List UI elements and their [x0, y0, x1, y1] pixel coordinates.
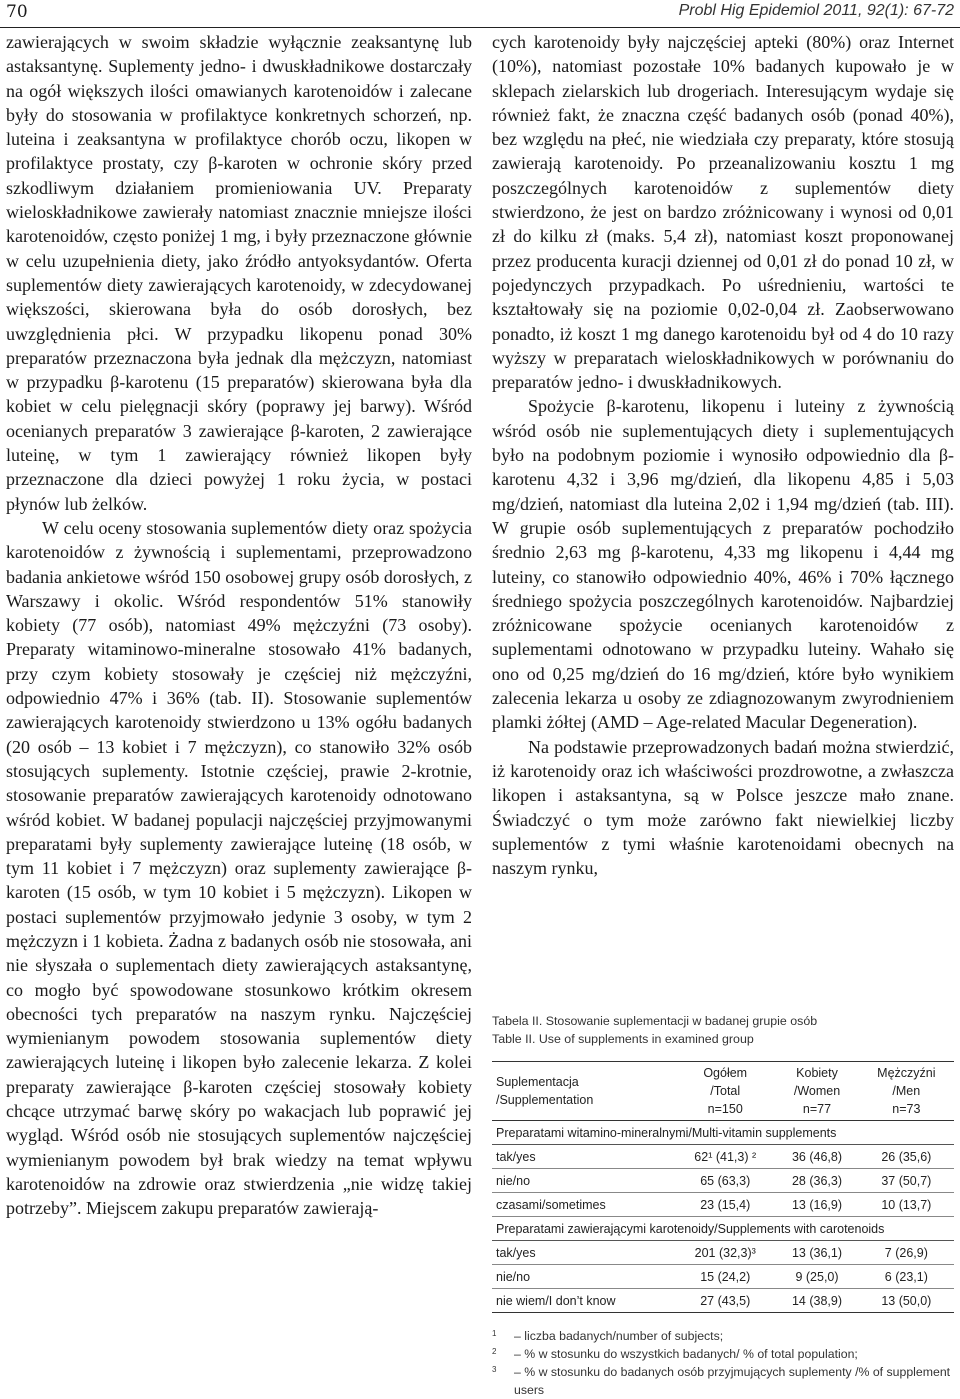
body-paragraph: Spożycie β-karotenu, likopenu i luteiny z żywnością wśród osób nie suplementujących diety i suplementujących było na podobnym poziomie i wynosiło odpowiednio dla β-karotenu 4,32 i 3,96 mg/dzień, dla likopenu 4,85 i 5,03 mg/dzień, natomiast dla luteina 2,02 i 1,94 mg/dzień (tab. III). W grupie osób suplementujących z preparatów pochodziło średnio 2,63 mg β-karotenu, 4,33 mg likopenu i 4,44 mg luteiny, co stanowiło odpowiednio 40%, 46% i 70% łącznego średniego spożycia poszczególnych karotenoidów. Najbardziej zróżnicowane spożycie ocenianych karotenoidów z suplementami odnotowano w przypadku luteiny. Wahało się ono od 0,25 mg/dzień do 16 mg/dzień, które było wynikiem zalecenia lekarza u osoby ze zdiagnozowanym zwyrodnieniem plamki żółtej (AMD – Age-related Macular Degeneration). — [492, 396, 954, 733]
table-section-row — [492, 1217, 954, 1241]
running-header — [0, 0, 960, 30]
header-cell-supplementation: Suplementacja /Supplementation — [496, 1075, 594, 1107]
table-cell: 6 (23,1) — [859, 1265, 954, 1289]
table-cell: 13 (36,1) — [775, 1241, 858, 1265]
table-cell: 27 (43,5) — [675, 1289, 775, 1313]
table-block — [492, 1012, 954, 1399]
footnote: 1 – liczba badanych/number of subjects; — [492, 1329, 724, 1343]
body-paragraph: W celu oceny stosowania suplementów diety oraz spożycia karotenoidów z żywnością i suplementami, przeprowadzono badania ankietowe wśród 150 osobowej grupy osób dorosłych, z Warszawy i okolic. Wśród respondentów 51% stanowiły kobiety (77 osób), natomiast 49% mężczyźni (73 osoby). Preparaty witaminowo-mineralne stosowało 41% badanych, przy czym kobiety stosowały je częściej niż mężczyźni, odpowiednio 47% i 36% (tab. II). Stosowanie suplementów zawierających karotenoidy stwierdzono u 13% ogółu badanych (20 osób – 13 kobiet i 7 mężczyzn), co stanowiło 32% osób stosujących suplementy. Istotnie częściej, prawie 2-krotnie, stosowanie preparatów zawierających karotenoidy odnotowano wśród kobiet. W badanej populacji najczęściej przyjmowanymi preparatami były suplementy zawierające luteinę (18 osób, w tym 11 kobiet i 7 mężczyzn) oraz suplementy zawierające β-karoten (15 osób, w tym 10 kobiet i 5 mężczyzn). Likopen w postaci suplementów przyjmowało jedynie 3 osoby, w tym 2 mężczyzn i 1 kobieta. Żadna z badanych osób nie stosowała, ani nie słyszała o suplementach diety zawierających astaksantynę, co mogło być spowodowane stosunkowo krótkim okresem obecności tych preparatów na naszym rynku. Najczęściej wymienianym powodem stosowania suplementów diety zawierających luteinę i likopen było zalecenie lekarza. Z kolei preparaty zawierające β-karoten częściej stosowały kobiety chcące utrzymać barwę skóry po wakacjach lub poprawić jej wygląd. Wśród osób nie stosujących suplementów najczęściej wymienianym powodem był brak wiedzy na temat wpływu karotenoidów na zdrowie oraz stwierdzenia „nie widzę takiej potrzeby”. Miejscem zakupu preparatów zawierają- — [6, 517, 472, 1219]
supplement-table — [492, 1061, 954, 1313]
table-row — [492, 1289, 954, 1313]
table-row — [492, 1193, 954, 1217]
header-rule — [0, 27, 960, 28]
journal-citation: Probl Hig Epidemiol 2011, 92(1): 67-72 — [678, 2, 954, 19]
table-cell: 23 (15,4) — [675, 1193, 775, 1217]
table-cell: 201 (32,3)³ — [675, 1241, 775, 1265]
left-column — [6, 30, 472, 1221]
table-cell: 28 (36,3) — [775, 1169, 858, 1193]
right-column — [492, 30, 954, 880]
table-cell: 13 (50,0) — [859, 1289, 954, 1313]
table-cell: nie/no — [492, 1169, 675, 1193]
table-cell: 15 (24,2) — [675, 1265, 775, 1289]
header-cell-total: Ogółem /Total n=150 — [703, 1066, 748, 1116]
body-paragraph: zawierających w swoim składzie wyłącznie zeaksantynę lub astaksantynę. Suplementy jedno- i dwuskładnikowe dostarczały na ogół większych ilości omawianych karotenoidów i zalecane były do stosowania w profilaktyce konkretnych schorzeń, np. luteina i zeaksantyna w profilaktyce chorób oczu, likopen w profilaktyce prostaty, czy β-karoten w ochronie skóry przed szkodliwym działaniem promieniowania UV. Preparaty wieloskładnikowe zawierały natomiast znacznie mniejsze ilości karotenoidów, często poniżej 1 mg, i były przeznaczone głównie w celu uzupełnienia diety, jako źródło antyoksydantów. Oferta suplementów diety zawierających karotenoidy, w zdecydowanej większości, skierowana była do osób dorosłych, bez uwzględnienia płci. W przypadku likopenu ponad 30% preparatów przeznaczona była jednak dla mężczyzn, natomiast w przypadku β-karotenu (15 preparatów) skierowana była dla kobiet w celu pielęgnacji skóry (poprawy jej barwy). Wśród ocenianych preparatów 3 zawierające β-karoten, 2 zawierające luteinę, w tym 1 zawierający również likopen były przeznaczone dla dzieci powyżej 1 roku życia, w postaci płynów lub żelków. — [6, 32, 472, 514]
table-cell: tak/yes — [492, 1241, 675, 1265]
table-row — [492, 1265, 954, 1289]
section-label: Preparatami witamino-mineralnymi/Multi-vitamin supplements — [492, 1121, 954, 1145]
body-paragraph: cych karotenoidy były najczęściej apteki (80%) oraz Internet (10%), natomiast pozostałe 10% badanych kupowało je w sklepach zielarskich lub drogeriach. Interesującym wydaje się również fakt, że znaczna część badanych osób (ponad 40%), bez względu na płeć, nie wiedziała czy preparaty, które stosują zawierają karotenoidy. Po przeanalizowaniu kosztu 1 mg poszczególnych karotenoidów z suplementów diety stwierdzono, że jest on bardzo zróżnicowany i wynosi od 0,01 zł do kilku zł (maks. 5,4 zł), natomiast koszt proponowanej przez producenta kuracji dziennej od 0,01 zł do ponad 10 zł, w pojedynczych przypadkach. Po uśrednieniu, wartości te kształtowały się na poziomie 0,02-0,04 zł. Zaobserwowano ponadto, iż koszt 1 mg danego karotenoidu był od 4 do 10 razy wyższy w preparatach wieloskładnikowych w porównaniu do preparatów jedno- i dwuskładnikowych. — [492, 32, 954, 393]
table-cell: 65 (63,3) — [675, 1169, 775, 1193]
table-row — [492, 1145, 954, 1169]
table-cell: czasami/sometimes — [492, 1193, 675, 1217]
table-cell: 13 (16,9) — [775, 1193, 858, 1217]
table-row — [492, 1241, 954, 1265]
table-caption-en: Table II. Use of supplements in examined group — [492, 1032, 754, 1046]
table-header-row — [492, 1062, 954, 1121]
table-cell: tak/yes — [492, 1145, 675, 1169]
table-cell: 10 (13,7) — [859, 1193, 954, 1217]
table-cell: nie/no — [492, 1265, 675, 1289]
page-number: 70 — [6, 2, 28, 22]
table-cell: 26 (35,6) — [859, 1145, 954, 1169]
footnote: 2 – % w stosunku do wszystkich badanych/ % of total population; — [492, 1347, 858, 1361]
section-label: Preparatami zawierającymi karotenoidy/Supplements with carotenoids — [492, 1217, 954, 1241]
header-cell-men: Mężczyźni /Men n=73 — [877, 1066, 936, 1116]
table-cell: 62¹ (41,3) ² — [675, 1145, 775, 1169]
table-cell: 37 (50,7) — [859, 1169, 954, 1193]
table-cell: 14 (38,9) — [775, 1289, 858, 1313]
table-row — [492, 1169, 954, 1193]
table-section-row — [492, 1121, 954, 1145]
table-footnotes — [492, 1327, 954, 1399]
table-cell: nie wiem/I don’t know — [492, 1289, 675, 1313]
table-cell: 9 (25,0) — [775, 1265, 858, 1289]
table-cell: 36 (46,8) — [775, 1145, 858, 1169]
table-cell: 7 (26,9) — [859, 1241, 954, 1265]
footnote: 3 – % w stosunku do badanych osób przyjmujących suplementy /% of supplement users — [492, 1365, 951, 1397]
table-caption-pl: Tabela II. Stosowanie suplementacji w badanej grupie osób — [492, 1014, 818, 1028]
body-paragraph: Na podstawie przeprowadzonych badań można stwierdzić, iż karotenoidy oraz ich właściwości prozdrowotne, a zwłaszcza likopen i astaksantyna, są w Polsce jeszcze mało znane. Świadczyć o tym może zarówno fakt niewielkiej liczby suplementów z tymi właśnie karotenoidami obecnych na naszym rynku, — [492, 736, 954, 879]
header-cell-women: Kobiety /Women n=77 — [793, 1066, 841, 1116]
